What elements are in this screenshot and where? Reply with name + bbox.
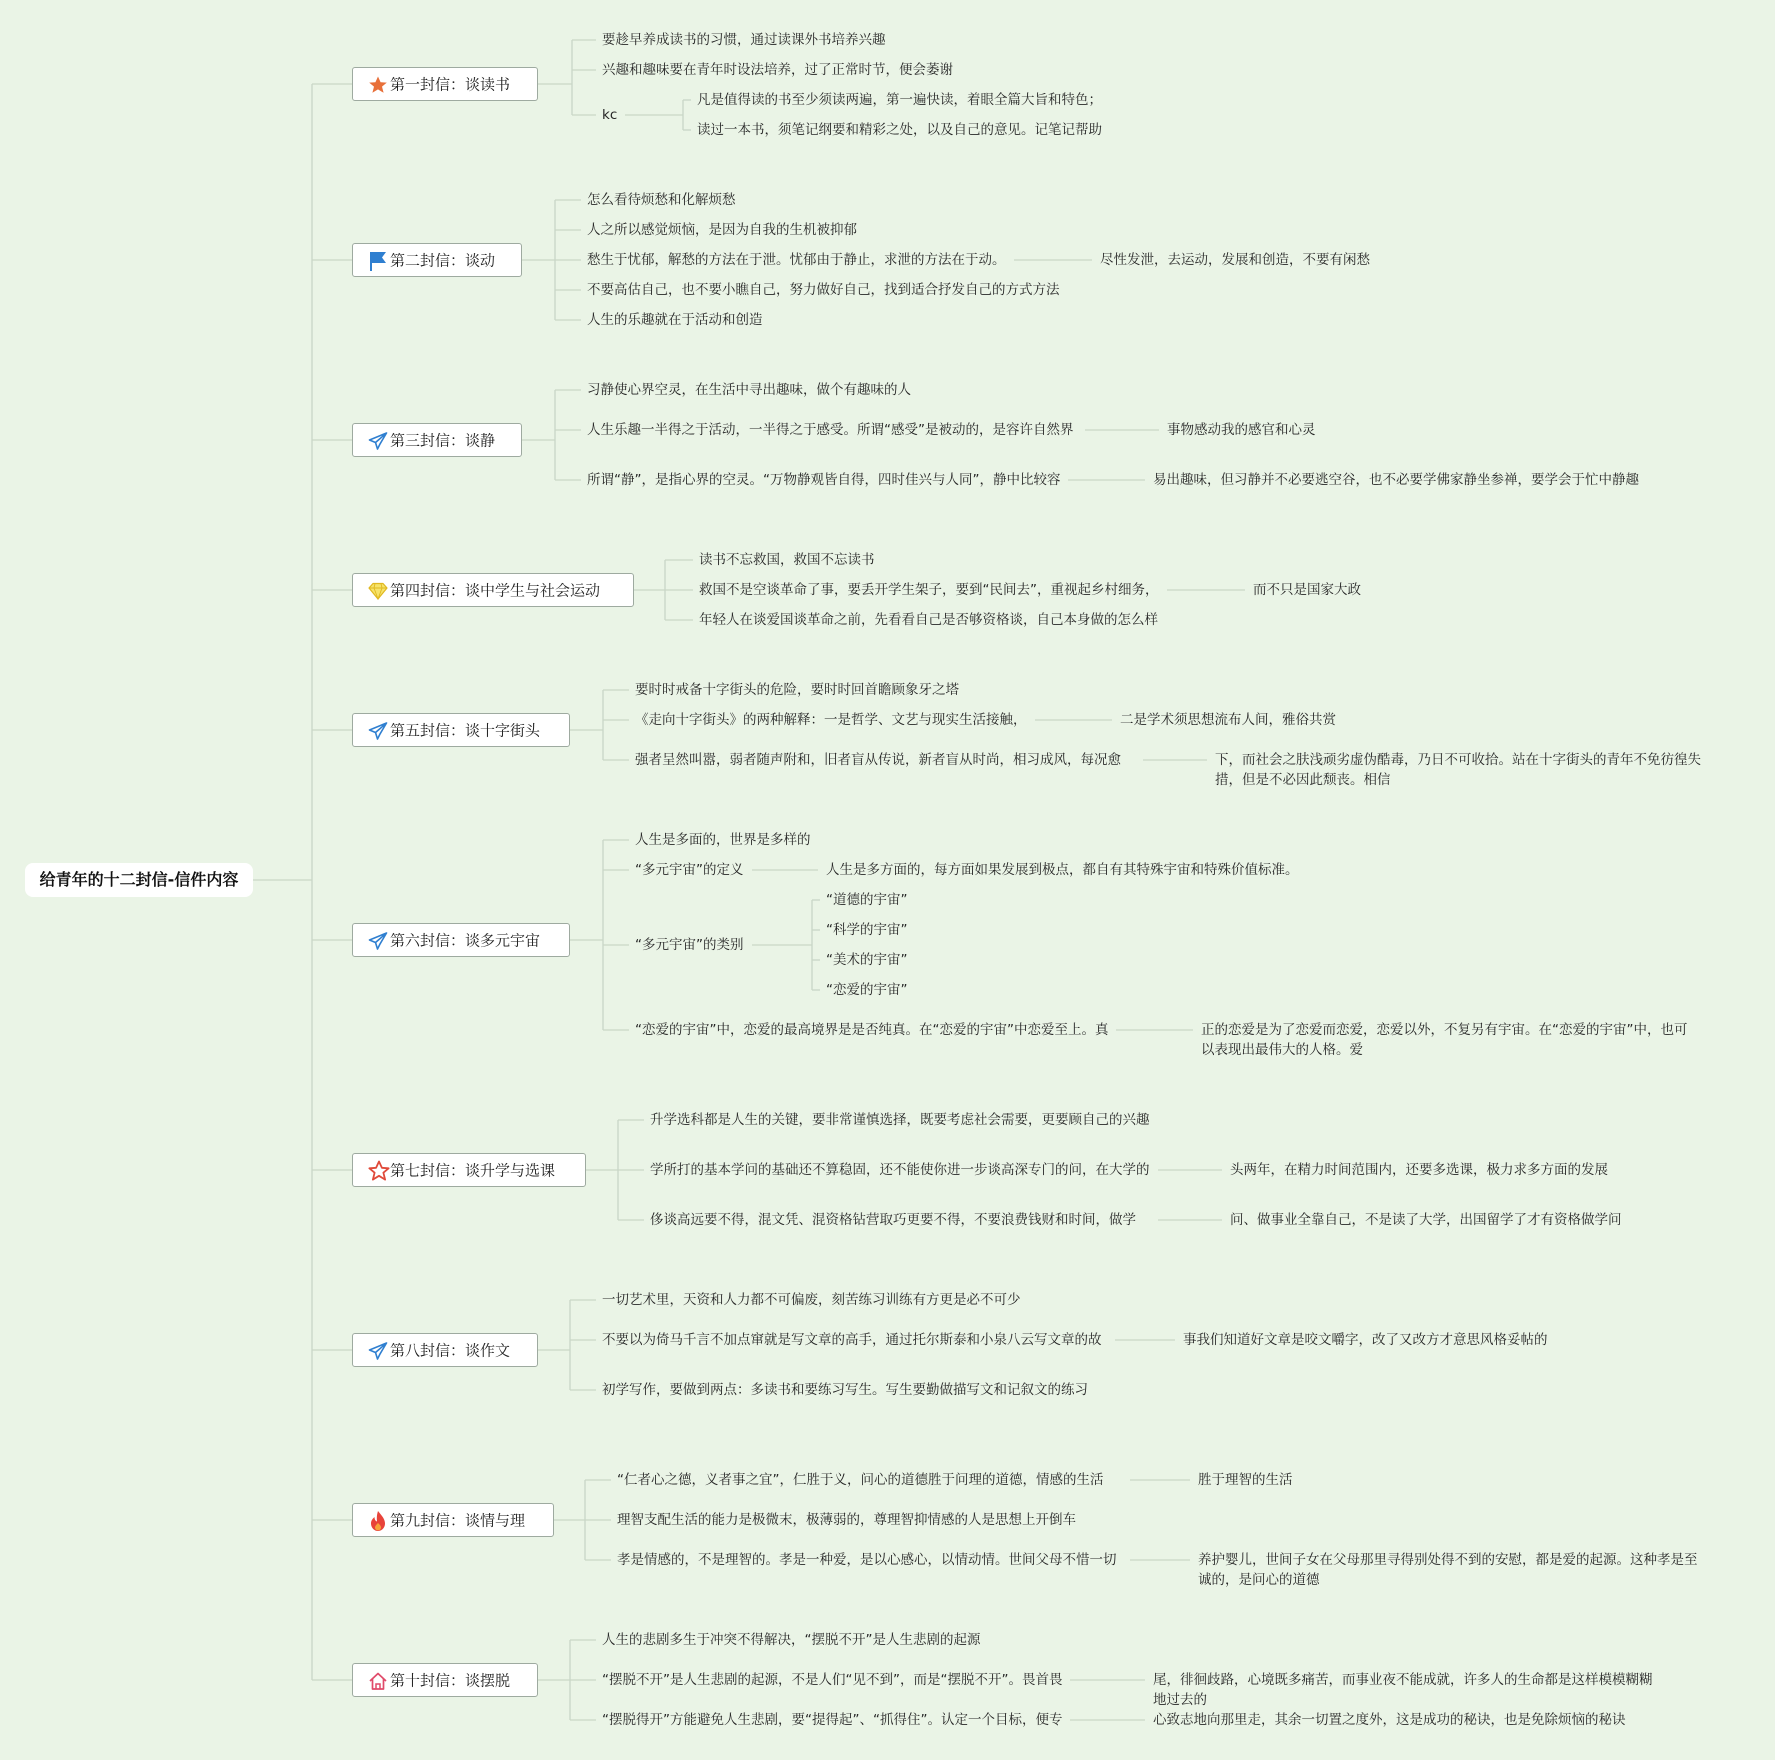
- topic-3-4[interactable]: 所谓“静”，是指心界的空灵。“万物静观皆自得，四时佳兴与人同”，静中比较容: [587, 472, 1061, 488]
- topic-2-1[interactable]: 怎么看待烦愁和化解烦愁: [587, 192, 736, 208]
- topic-6-2[interactable]: “多元宇宙”的定义: [635, 862, 744, 878]
- topic-7-2[interactable]: 学所打的基本学问的基础还不算稳固，还不能使你进一步谈高深专门的问，在大学的: [650, 1162, 1150, 1178]
- home-icon: [368, 1671, 390, 1691]
- letter-title: 第九封信：谈情与理: [390, 1511, 526, 1530]
- topic-10-1[interactable]: 人生的悲剧多生于冲突不得解决，“摆脱不开”是人生悲剧的起源: [602, 1632, 981, 1648]
- paper-plane-icon: [368, 931, 390, 951]
- sub-topic-6-6[interactable]: “科学的宇宙”: [826, 922, 908, 938]
- sub-topic-5-3[interactable]: 二是学术须思想流布人间，雅俗共赏: [1120, 712, 1336, 728]
- topic-3-1[interactable]: 习静使心界空灵，在生活中寻出趣味，做个有趣味的人: [587, 382, 911, 398]
- topic-8-4[interactable]: 初学写作，要做到两点：多读书和要练习写生。写生要勤做描写文和记叙文的练习: [602, 1382, 1088, 1398]
- paper-plane-icon: [368, 431, 390, 451]
- letter-title: 第十封信：谈摆脱: [390, 1671, 511, 1690]
- letter-title: 第一封信：谈读书: [390, 75, 511, 94]
- topic-2-5[interactable]: 不要高估自己，也不要小瞧自己，努力做好自己，找到适合抒发自己的方式方法: [587, 282, 1060, 298]
- sub-topic-4-3[interactable]: 而不只是国家大政: [1253, 582, 1361, 598]
- topic-10-4[interactable]: “摆脱得开”方能避免人生悲剧，要“提得起”、“抓得住”。认定一个目标，便专: [602, 1712, 1063, 1728]
- paper-plane-icon: [368, 721, 390, 741]
- topic-2-2[interactable]: 人之所以感觉烦恼，是因为自我的生机被抑郁: [587, 222, 857, 238]
- topic-5-1[interactable]: 要时时戒备十字街头的危险，要时时回首瞻顾象牙之塔: [635, 682, 959, 698]
- topic-3-2[interactable]: 人生乐趣一半得之于活动，一半得之于感受。所谓“感受”是被动的，是容许自然界: [587, 422, 1074, 438]
- topic-1-2[interactable]: 兴趣和趣味要在青年时设法培养，过了正常时节，便会萎谢: [602, 62, 953, 78]
- letter-title: 第八封信：谈作文: [390, 1341, 511, 1360]
- sub-topic-5-5[interactable]: 下，而社会之肤浅顽劣虚伪酷毒，乃日不可收拾。站在十字街头的青年不免彷徨失 措，但是不必因此颓丧。相信: [1215, 752, 1701, 788]
- sub-topic-9-2[interactable]: 胜于理智的生活: [1198, 1472, 1293, 1488]
- root-topic[interactable]: 给青年的十二封信-信件内容: [25, 863, 253, 897]
- gem-icon: [368, 582, 390, 600]
- sub-topic-6-8[interactable]: “恋爱的宇宙”: [826, 982, 908, 998]
- letter-node-9[interactable]: [352, 1503, 554, 1537]
- letter-node-3[interactable]: [352, 423, 522, 457]
- flag-icon: [368, 250, 390, 272]
- topic-9-4[interactable]: 孝是情感的，不是理智的。孝是一种爱，是以心感心，以情动情。世间父母不惜一切: [617, 1552, 1117, 1568]
- sub-topic-3-5[interactable]: 易出趣味，但习静并不必要逃空谷，也不必要学佛家静坐参禅，要学会于忙中静趣: [1153, 472, 1639, 488]
- topic-6-9[interactable]: “恋爱的宇宙”中，恋爱的最高境界是是否纯真。在“恋爱的宇宙”中恋爱至上。真: [635, 1022, 1109, 1038]
- sub-topic-7-5[interactable]: 问、做事业全靠自己，不是读了大学，出国留学了才有资格做学问: [1230, 1212, 1622, 1228]
- letter-node-7[interactable]: [352, 1153, 586, 1187]
- topic-4-1[interactable]: 读书不忘救国，救国不忘读书: [699, 552, 875, 568]
- letter-title: 第六封信：谈多元宇宙: [390, 931, 541, 950]
- letter-title: 第五封信：谈十字街头: [390, 721, 541, 740]
- sub-topic-6-3[interactable]: 人生是多方面的，每方面如果发展到极点，都自有其特殊宇宙和特殊价值标准。: [826, 862, 1299, 878]
- topic-1-3[interactable]: kc: [602, 107, 618, 123]
- letter-node-10[interactable]: [352, 1663, 538, 1697]
- topic-5-2[interactable]: 《走向十字街头》的两种解释：一是哲学、文艺与现实生活接触，: [635, 712, 1027, 728]
- sub-topic-3-3[interactable]: 事物感动我的感官和心灵: [1167, 422, 1316, 438]
- star-icon: [368, 75, 390, 95]
- letter-title: 第七封信：谈升学与选课: [390, 1161, 556, 1180]
- sub-topic-6-7[interactable]: “美术的宇宙”: [826, 952, 908, 968]
- sub-topic-9-5[interactable]: 养护婴儿，世间子女在父母那里寻得别处得不到的安慰，都是爱的起源。这种孝是至 诚的，是问心的道德: [1198, 1552, 1698, 1588]
- sub-topic-8-3[interactable]: 事我们知道好文章是咬文嚼字，改了又改方才意思风格妥帖的: [1183, 1332, 1548, 1348]
- topic-4-2[interactable]: 救国不是空谈革命了事，要丢开学生架子，要到“民间去”，重视起乡村细务，: [699, 582, 1159, 598]
- letter-title: 第四封信：谈中学生与社会运动: [390, 581, 601, 600]
- sub-topic-10-3[interactable]: 尾，徘徊歧路，心境既多痛苦，而事业夜不能成就，许多人的生命都是这样模模糊糊 地过去的: [1153, 1672, 1653, 1708]
- letter-node-2[interactable]: [352, 243, 522, 277]
- letter-title: 第三封信：谈静: [390, 431, 496, 450]
- letter-node-1[interactable]: [352, 67, 538, 101]
- topic-9-1[interactable]: “仁者心之德，义者事之宜”，仁胜于义，问心的道德胜于问理的道德，情感的生活: [617, 1472, 1104, 1488]
- sub-topic-1-5[interactable]: 读过一本书，须笔记纲要和精彩之处，以及自己的意见。记笔记帮助: [697, 122, 1102, 138]
- topic-4-4[interactable]: 年轻人在谈爱国谈革命之前，先看看自己是否够资格谈，自己本身做的怎么样: [699, 612, 1158, 628]
- topic-10-2[interactable]: “摆脱不开”是人生悲剧的起源，不是人们“见不到”，而是“摆脱不开”。畏首畏: [602, 1672, 1063, 1688]
- letter-node-4[interactable]: [352, 573, 634, 607]
- topic-8-1[interactable]: 一切艺术里，天资和人力都不可偏废，刻苦练习训练有方更是必不可少: [602, 1292, 1021, 1308]
- sub-topic-2-4[interactable]: 尽性发泄，去运动，发展和创造，不要有闲愁: [1100, 252, 1370, 268]
- letter-node-8[interactable]: [352, 1333, 538, 1367]
- letter-title: 第二封信：谈动: [390, 251, 496, 270]
- sub-topic-1-4[interactable]: 凡是值得读的书至少须读两遍，第一遍快读，着眼全篇大旨和特色；: [697, 92, 1102, 108]
- topic-1-1[interactable]: 要趁早养成读书的习惯，通过读课外书培养兴趣: [602, 32, 886, 48]
- star-outline-icon: [368, 1160, 390, 1182]
- topic-5-4[interactable]: 强者呈然叫嚣，弱者随声附和，旧者盲从传说，新者盲从时尚，相习成风，每况愈: [635, 752, 1121, 768]
- topic-6-1[interactable]: 人生是多面的，世界是多样的: [635, 832, 811, 848]
- topic-7-1[interactable]: 升学选科都是人生的关键，要非常谨慎选择，既要考虑社会需要，更要顾自己的兴趣: [650, 1112, 1150, 1128]
- letter-node-6[interactable]: [352, 923, 570, 957]
- fire-icon: [368, 1510, 390, 1532]
- sub-topic-6-5[interactable]: “道德的宇宙”: [826, 892, 908, 908]
- topic-8-2[interactable]: 不要以为倚马千言不加点窜就是写文章的高手，通过托尔斯泰和小泉八云写文章的故: [602, 1332, 1102, 1348]
- topic-2-3[interactable]: 愁生于忧郁，解愁的方法在于泄。忧郁由于静止，求泄的方法在于动。: [587, 252, 1006, 268]
- sub-topic-6-10[interactable]: 正的恋爱是为了恋爱而恋爱，恋爱以外，不复另有宇宙。在“恋爱的宇宙”中，也可 以表现出最伟大的人格。爱: [1201, 1022, 1688, 1058]
- sub-topic-10-5[interactable]: 心致志地向那里走，其余一切置之度外，这是成功的秘诀，也是免除烦恼的秘诀: [1153, 1712, 1626, 1728]
- topic-6-4[interactable]: “多元宇宙”的类别: [635, 937, 744, 953]
- letter-node-5[interactable]: [352, 713, 570, 747]
- sub-topic-7-3[interactable]: 头两年，在精力时间范围内，还要多选课，极力求多方面的发展: [1230, 1162, 1608, 1178]
- topic-9-3[interactable]: 理智支配生活的能力是极微末，极薄弱的，尊理智抑情感的人是思想上开倒车: [617, 1512, 1076, 1528]
- topic-2-6[interactable]: 人生的乐趣就在于活动和创造: [587, 312, 763, 328]
- topic-7-4[interactable]: 侈谈高远要不得，混文凭、混资格钻营取巧更要不得，不要浪费钱财和时间，做学: [650, 1212, 1136, 1228]
- paper-plane-icon: [368, 1341, 390, 1361]
